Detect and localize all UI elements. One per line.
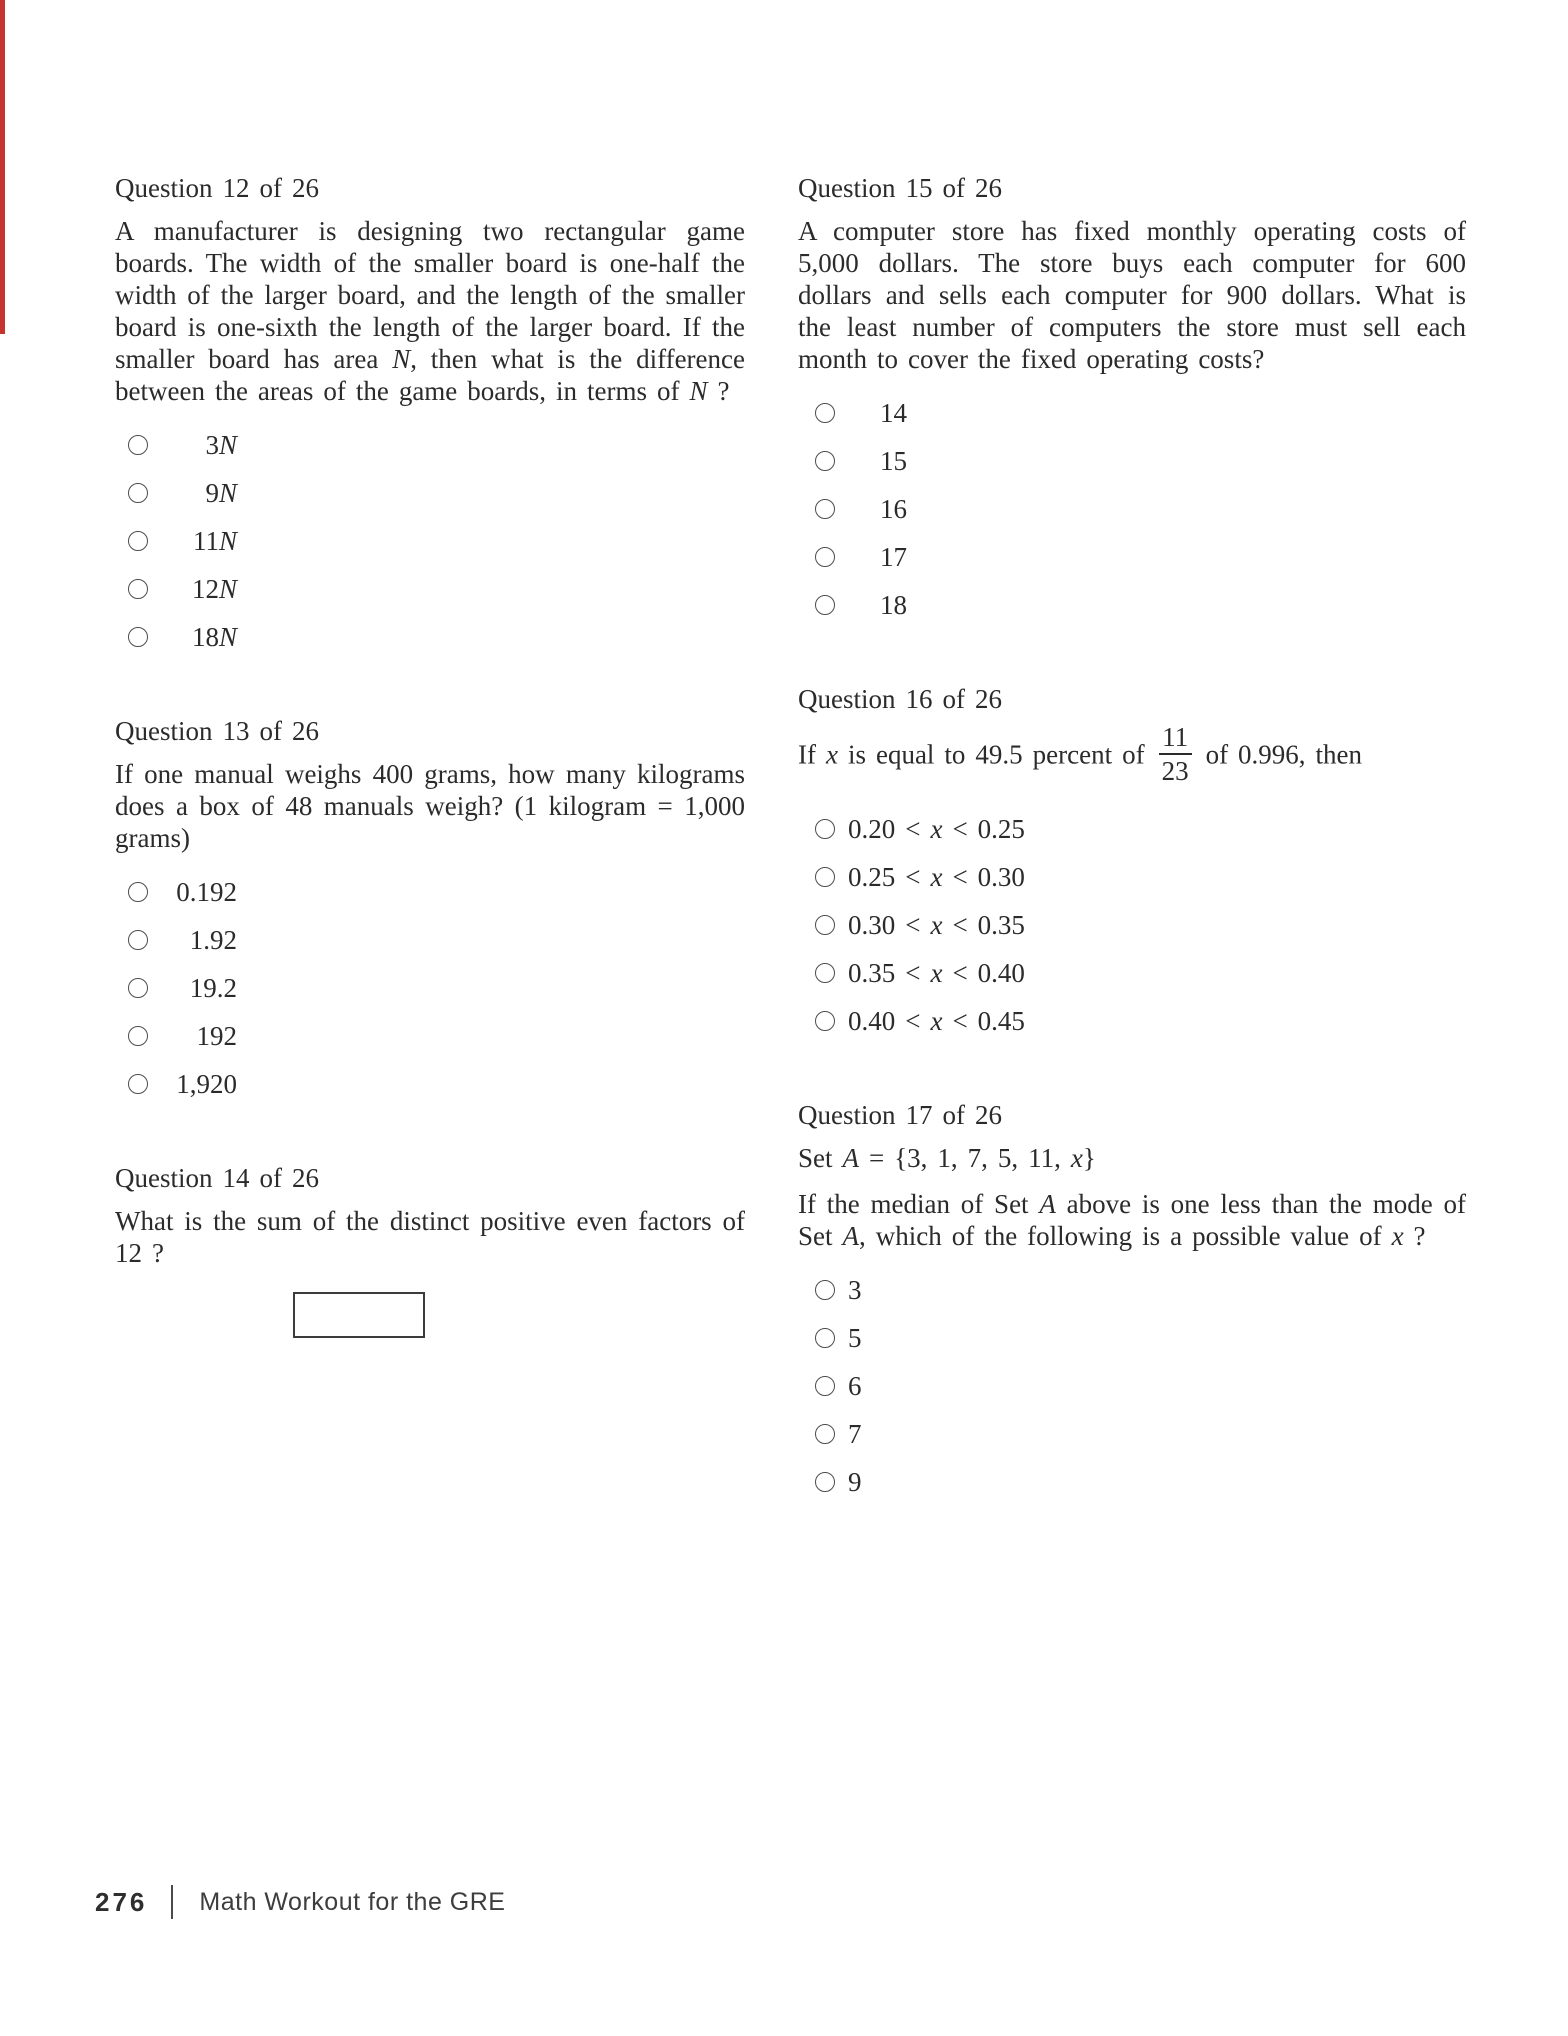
answer-option[interactable] [798,437,1466,485]
radio-button-icon [815,499,835,519]
radio-button-icon [128,882,148,902]
answer-option[interactable] [798,485,1466,533]
question-13 [115,715,745,1108]
option-label: 7 [848,1418,862,1449]
numeric-entry-input[interactable] [293,1292,425,1338]
question-15 [798,172,1466,629]
question-16 [798,683,1466,1045]
radio-button-icon [815,1472,835,1492]
question-14-text: What is the sum of the distinct positive even factors of 12 ? [115,1206,745,1268]
option-label: 3 [848,1274,862,1305]
question-13-text: If one manual weighs 400 grams, how many kilograms does a box of 48 manuals weigh? (1 kilogram = 1,000 grams) [115,759,745,853]
radio-button-icon [128,1026,148,1046]
book-title: Math Workout for the GRE [199,1887,506,1916]
option-label: 0.35 < x < 0.40 [848,957,1025,988]
option-label: 19.2 [189,973,237,1003]
answer-option[interactable] [798,805,1466,853]
answer-option[interactable] [798,533,1466,581]
radio-button-icon [128,978,148,998]
answer-option[interactable] [115,868,745,916]
option-label: 9 [848,1466,862,1497]
answer-option[interactable] [115,421,745,469]
fraction: $\frac{11}{23}$ [1159,723,1192,786]
left-column [115,172,745,1392]
answer-option[interactable] [115,916,745,964]
question-13-options [115,868,745,1108]
answer-option[interactable] [115,565,745,613]
option-label: 192 [196,1021,237,1051]
option-label: 5 [848,1322,862,1353]
page-footer [95,1884,505,1920]
question-16-options [798,805,1466,1045]
option-label: 0.30 < x < 0.35 [848,909,1025,940]
page-edge-accent-stripe [0,0,5,334]
radio-button-icon [815,915,835,935]
radio-button-icon [128,1074,148,1094]
answer-option[interactable] [798,901,1466,949]
option-label: 18 [880,590,907,620]
option-label: 0.192 [176,877,237,907]
radio-button-icon [128,483,148,503]
radio-button-icon [815,1011,835,1031]
question-12 [115,172,745,661]
answer-option[interactable] [798,1362,1466,1410]
answer-option[interactable] [115,1060,745,1108]
answer-option[interactable] [798,1458,1466,1506]
answer-option[interactable] [115,517,745,565]
question-17 [798,1099,1466,1506]
question-16-header: Question 16 of 26 [798,684,1002,714]
answer-option[interactable] [798,389,1466,437]
option-label: 6 [848,1370,862,1401]
answer-option[interactable] [115,613,745,661]
question-14 [115,1162,745,1338]
page-number: 276 [95,1886,148,1917]
question-16-text: If x is equal to 49.5 percent of $\frac{11}{23}$ of 0.996, then [798,722,1363,787]
radio-button-icon [128,531,148,551]
option-label: 0.25 < x < 0.30 [848,861,1025,892]
question-17-header: Question 17 of 26 [798,1099,1002,1130]
question-17-options [798,1266,1466,1506]
radio-button-icon [815,1424,835,1444]
radio-button-icon [815,403,835,423]
option-label: 17 [880,542,907,572]
answer-option[interactable] [115,1012,745,1060]
answer-option[interactable] [115,964,745,1012]
option-label: 0.40 < x < 0.45 [848,1005,1025,1036]
radio-button-icon [128,579,148,599]
question-17-set-definition: Set A = {3, 1, 7, 5, 11, x} [798,1142,1096,1173]
radio-button-icon [815,1376,835,1396]
option-label: 11N [192,526,237,556]
option-label: 15 [880,446,907,476]
radio-button-icon [815,1280,835,1300]
radio-button-icon [128,435,148,455]
radio-button-icon [815,963,835,983]
option-label: 1.92 [189,925,237,955]
option-label: 14 [880,398,907,428]
radio-button-icon [815,595,835,615]
option-label: 16 [880,494,907,524]
option-label: 18N [191,622,237,652]
option-label: 12N [191,574,237,604]
option-label: 3N [205,430,237,460]
option-label: 1,920 [176,1069,237,1099]
question-12-text: A manufacturer is designing two rectangular game boards. The width of the smaller board is one-half the width of the larger board, and the length of the smaller board is one-sixth the length of the larger board. If the smaller board has area N, then what is the difference between the areas of the game boards, in terms of N ? [115,216,745,406]
answer-option[interactable] [798,1410,1466,1458]
answer-option[interactable] [798,949,1466,997]
answer-option[interactable] [115,469,745,517]
question-13-header: Question 13 of 26 [115,716,319,746]
question-15-options [798,389,1466,629]
answer-option[interactable] [798,581,1466,629]
radio-button-icon [815,1328,835,1348]
question-12-options [115,421,745,661]
question-17-text: If the median of Set A above is one less than the mode of Set A, which of the following is a possible value of x ? [798,1188,1466,1251]
question-12-header: Question 12 of 26 [115,173,319,203]
radio-button-icon [128,930,148,950]
option-label: 9N [205,478,237,508]
answer-option[interactable] [798,1266,1466,1314]
option-label: 0.20 < x < 0.25 [848,813,1025,844]
footer-divider [171,1885,173,1919]
radio-button-icon [128,627,148,647]
radio-button-icon [815,867,835,887]
radio-button-icon [815,547,835,567]
question-15-header: Question 15 of 26 [798,173,1002,203]
answer-option[interactable] [798,1314,1466,1362]
question-14-header: Question 14 of 26 [115,1163,319,1193]
answer-option[interactable] [798,997,1466,1045]
radio-button-icon [815,451,835,471]
answer-option[interactable] [798,853,1466,901]
right-column [798,172,1466,1560]
question-15-text: A computer store has fixed monthly operating costs of 5,000 dollars. The store buys each computer for 600 dollars and sells each computer for 900 dollars. What is the least number of computers the store must sell each month to cover the fixed operating costs? [798,216,1466,374]
radio-button-icon [815,819,835,839]
